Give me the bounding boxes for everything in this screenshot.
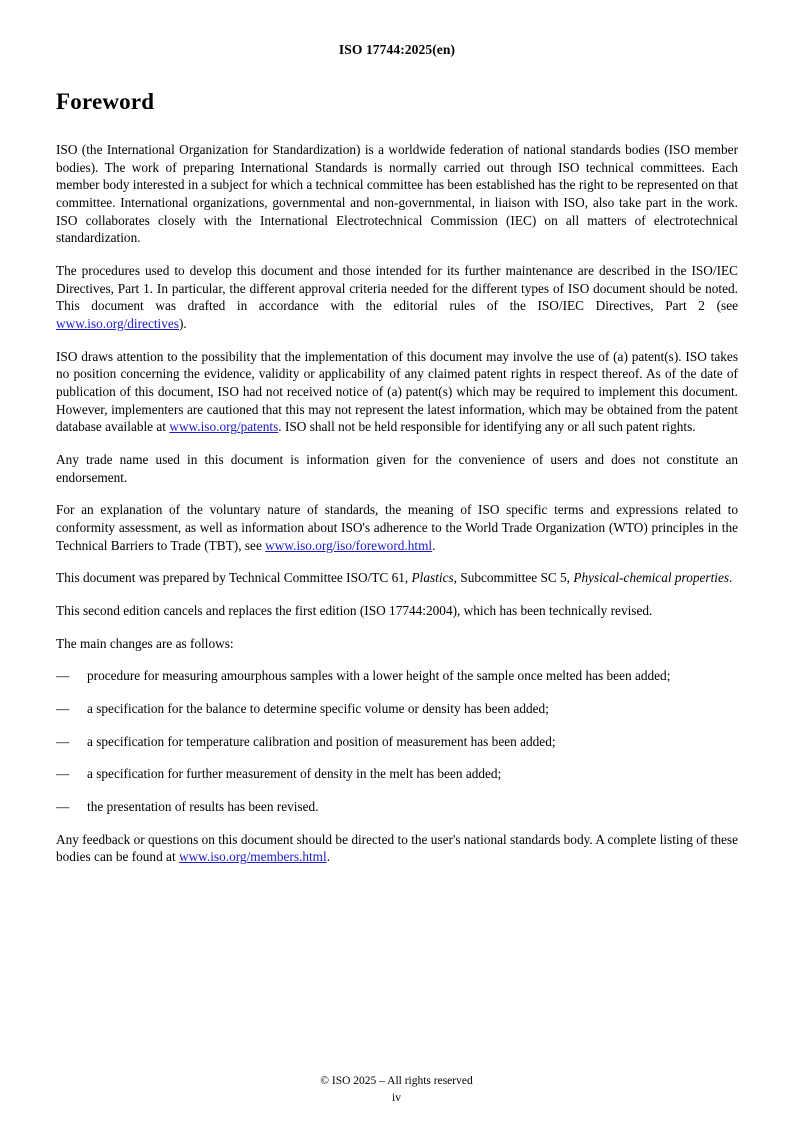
- paragraph-procedures-text: The procedures used to develop this document and those intended for its further maintenance are described in the ISO/IEC Directives, Part 1. In particular, the different approval criteria needed for the different types of ISO document should be noted. This document was drafted in accordance with the editorial rules of the ISO/IEC Directives, Part 2 (see: [56, 263, 738, 314]
- list-item: [56, 700, 738, 718]
- feedback-tail: .: [326, 849, 331, 865]
- list-item-label: procedure for measuring amourphous samples with a lower height of the sample once melted has been added;: [87, 668, 671, 684]
- paragraph-procedures-tail: ).: [178, 316, 187, 332]
- paragraph-second-edition: This second edition cancels and replaces the first edition (ISO 17744:2004), which has been technically revised.: [56, 603, 653, 619]
- link-iso-members[interactable]: www.iso.org/members.html: [178, 849, 327, 865]
- paragraph-voluntary-text: For an explanation of the voluntary nature of standards, the meaning of ISO specific terms and expressions related to conformity assessment, as well as information about ISO's adherence to the World Trade Organization (WTO) principles in the Technical Barriers to Trade (TBT), see: [56, 502, 738, 553]
- list-item: [56, 667, 738, 685]
- list-item: [56, 765, 738, 783]
- paragraph-patents: [56, 348, 738, 436]
- page-number: iv: [392, 1092, 401, 1104]
- page-footer: [0, 1075, 793, 1104]
- committee-italic-plastics: Plastics: [411, 570, 454, 586]
- paragraph-feedback: [56, 831, 738, 866]
- list-item-label: a specification for the balance to determine specific volume or density has been added;: [87, 701, 549, 717]
- link-iso-foreword[interactable]: www.iso.org/iso/foreword.html: [265, 537, 433, 553]
- paragraph-voluntary-nature: [56, 501, 738, 554]
- list-item: [56, 733, 738, 751]
- committee-tail: .: [729, 570, 733, 586]
- page-title: Foreword: [56, 89, 155, 114]
- link-iso-directives[interactable]: www.iso.org/directives: [56, 316, 179, 332]
- committee-middle: , Subcommittee SC 5,: [453, 570, 574, 586]
- committee-prefix: This document was prepared by Technical Committee ISO/TC 61,: [56, 570, 412, 586]
- page-content: [56, 42, 738, 866]
- list-item-label: a specification for temperature calibration and position of measurement has been added;: [87, 733, 556, 749]
- paragraph-main-changes-intro: The main changes are as follows:: [56, 635, 234, 651]
- link-iso-patents[interactable]: www.iso.org/patents: [169, 419, 279, 435]
- paragraph-iso-intro: ISO (the International Organization for Standardization) is a worldwide federation of national standards bodies (ISO member bodies). The work of preparing International Standards is normally carried out through ISO technical committees. Each member body interested in a subject for which a technical committee has been established has the right to be represented on that committee. International organizations, governmental and non-governmental, in liaison with ISO, also take part in the work. ISO collaborates closely with the International Electrotechnical Commission (IEC) on all matters of electrotechnical standardization.: [56, 142, 738, 246]
- committee-italic-subcommittee: Physical-chemical properties: [573, 570, 730, 586]
- list-item: [56, 798, 738, 816]
- document-header-reference: ISO 17744:2025(en): [338, 42, 456, 57]
- list-dash-icon: —: [56, 766, 70, 782]
- list-dash-icon: —: [56, 668, 70, 684]
- feedback-prefix: Any feedback or questions on this document should be directed to the user's national standards body. A complete listing of these bodies can be found at: [56, 831, 738, 865]
- paragraph-patents-text: ISO draws attention to the possibility that the implementation of this document may involve the use of (a) patent(s). ISO takes no position concerning the evidence, validity or applicability of any claimed patent rights in respect thereof. As of the date of publication of this document, ISO had not received notice of (a) patent(s) which may be required to implement this document. However, implementers are cautioned that this may not represent the latest information, which may be obtained from the patent database available at: [56, 348, 738, 435]
- list-dash-icon: —: [56, 799, 70, 815]
- paragraph-procedures: [56, 262, 738, 333]
- paragraph-voluntary-tail: .: [432, 537, 436, 553]
- paragraph-patents-tail: . ISO shall not be held responsible for identifying any or all such patent rights.: [278, 419, 696, 435]
- copyright-notice: © ISO 2025 – All rights reserved: [320, 1075, 473, 1087]
- paragraph-committee: [56, 569, 738, 587]
- paragraph-trade-name: Any trade name used in this document is information given for the convenience of users and does not constitute an endorsement.: [56, 452, 738, 485]
- changes-list: [56, 667, 738, 815]
- list-dash-icon: —: [56, 733, 70, 749]
- list-item-label: the presentation of results has been revised.: [87, 799, 319, 815]
- list-dash-icon: —: [56, 701, 70, 717]
- list-item-label: a specification for further measurement of density in the melt has been added;: [87, 766, 502, 782]
